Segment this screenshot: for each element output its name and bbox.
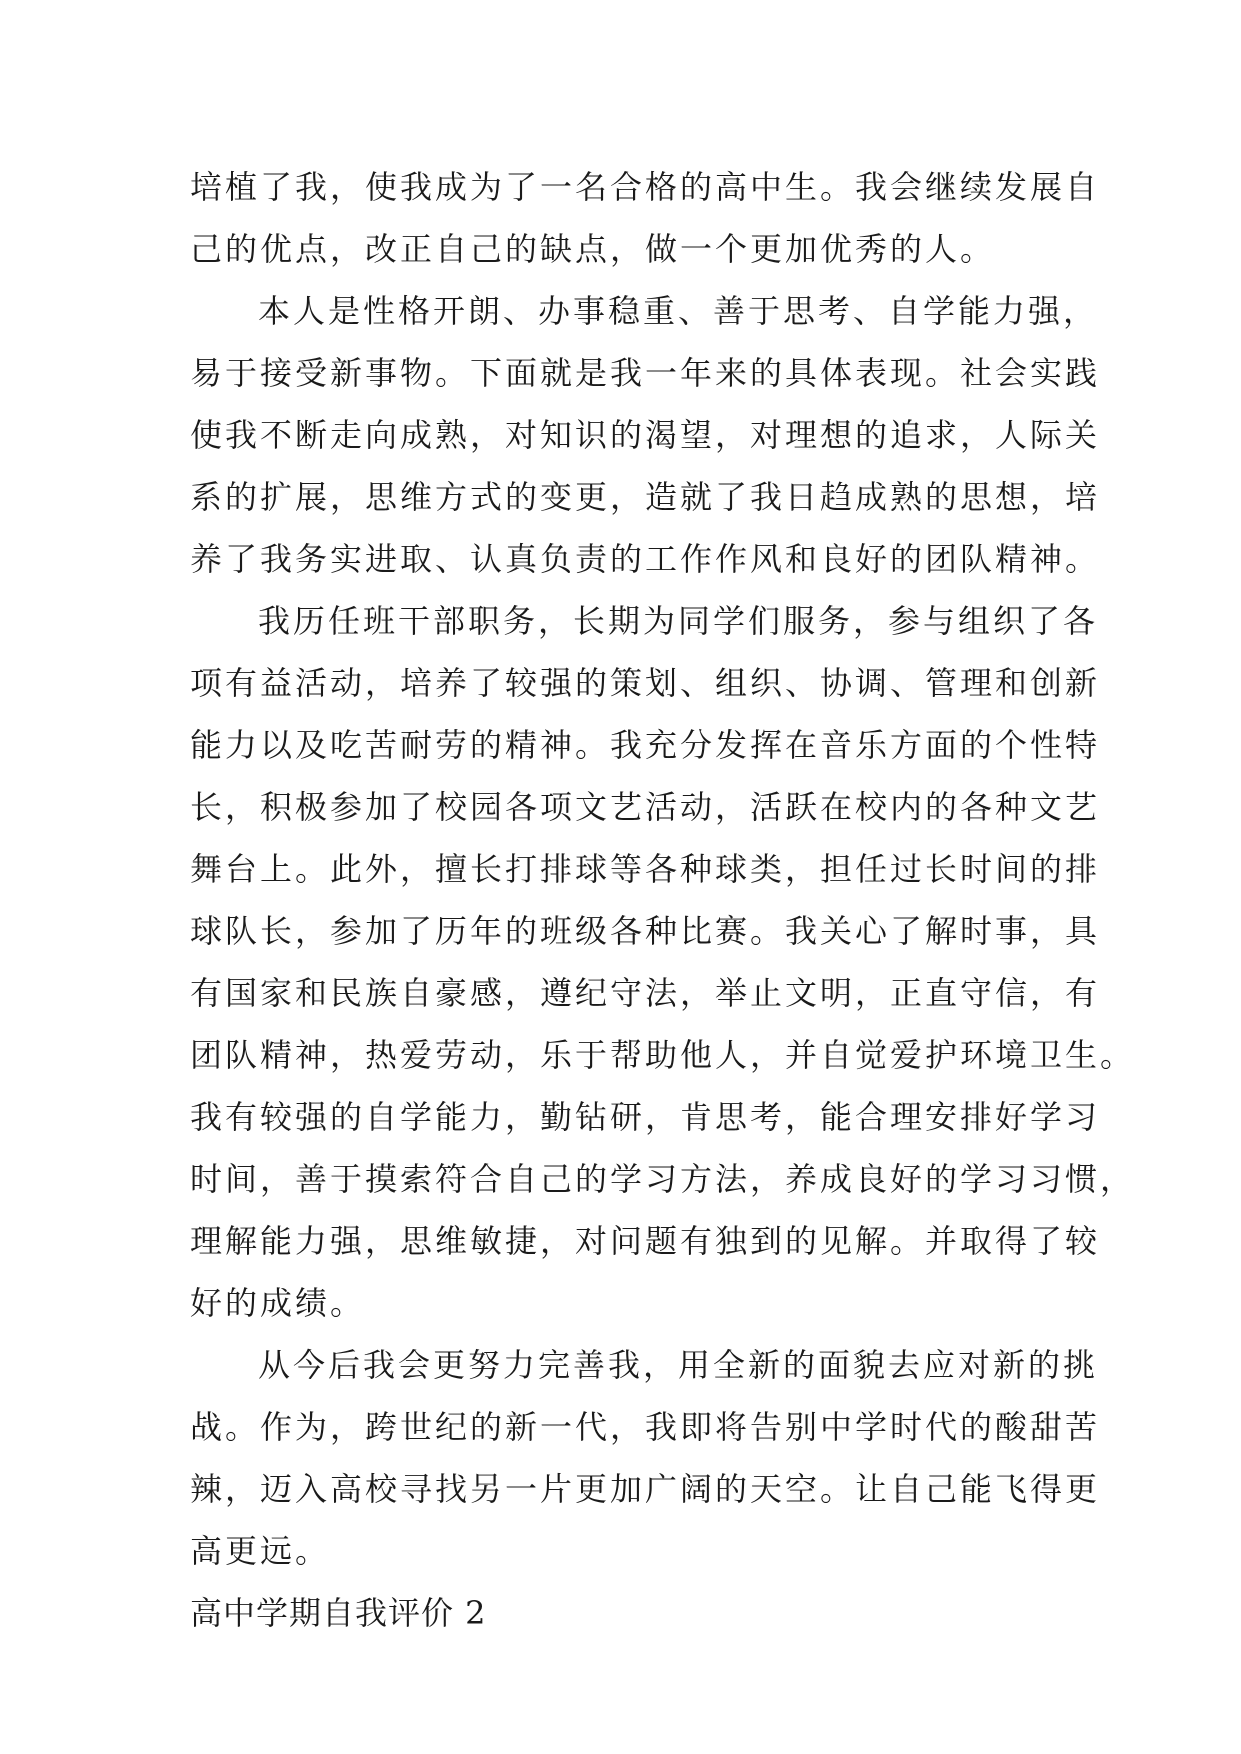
text-line: 使我不断走向成熟，对知识的渴望，对理想的追求，人际关 [190,416,1101,454]
text-line: 时间，善于摸索符合自己的学习方法，养成良好的学习习惯， [190,1160,1136,1198]
section-heading: 高中学期自我评价 2 [190,1594,487,1632]
text-line: 有国家和民族自豪感，遵纪守法，举止文明，正直守信，有 [190,974,1101,1012]
text-line: 长，积极参加了校园各项文艺活动，活跃在校内的各种文艺 [190,788,1101,826]
text-line: 球队长，参加了历年的班级各种比赛。我关心了解时事，具 [190,912,1101,950]
document-body [190,156,1136,1644]
text-line: 理解能力强，思维敏捷，对问题有独到的见解。并取得了较 [190,1222,1101,1260]
text-line: 养了我务实进取、认真负责的工作作风和良好的团队精神。 [190,540,1101,578]
text-line: 高更远。 [190,1532,331,1570]
text-line: 我历任班干部职务，长期为同学们服务，参与组织了各 [258,602,1099,640]
paragraph-personality [190,280,1101,590]
text-line: 培植了我，使我成为了一名合格的高中生。我会继续发展自 [190,168,1101,206]
text-line: 战。作为，跨世纪的新一代，我即将告别中学时代的酸甜苦 [190,1408,1101,1446]
text-line: 辣，迈入高校寻找另一片更加广阔的天空。让自己能飞得更 [190,1470,1101,1508]
text-line: 团队精神，热爱劳动，乐于帮助他人，并自觉爱护环境卫生。 [190,1036,1136,1074]
text-line: 能力以及吃苦耐劳的精神。我充分发挥在音乐方面的个性特 [190,726,1101,764]
paragraph-activities [190,590,1136,1334]
text-line: 项有益活动，培养了较强的策划、组织、协调、管理和创新 [190,664,1101,702]
text-line: 本人是性格开朗、办事稳重、善于思考、自学能力强， [258,292,1099,330]
text-line: 好的成绩。 [190,1284,366,1322]
text-line: 易于接受新事物。下面就是我一年来的具体表现。社会实践 [190,354,1101,392]
text-line: 系的扩展，思维方式的变更，造就了我日趋成熟的思想，培 [190,478,1101,516]
text-line: 舞台上。此外，擅长打排球等各种球类，担任过长时间的排 [190,850,1101,888]
text-line: 从今后我会更努力完善我，用全新的面貌去应对新的挑 [258,1346,1099,1384]
paragraph-future [190,1334,1101,1582]
text-line: 己的优点，改正自己的缺点，做一个更加优秀的人。 [190,230,996,268]
text-line: 我有较强的自学能力，勤钻研，肯思考，能合理安排好学习 [190,1098,1101,1136]
paragraph-continuation [190,156,1101,280]
